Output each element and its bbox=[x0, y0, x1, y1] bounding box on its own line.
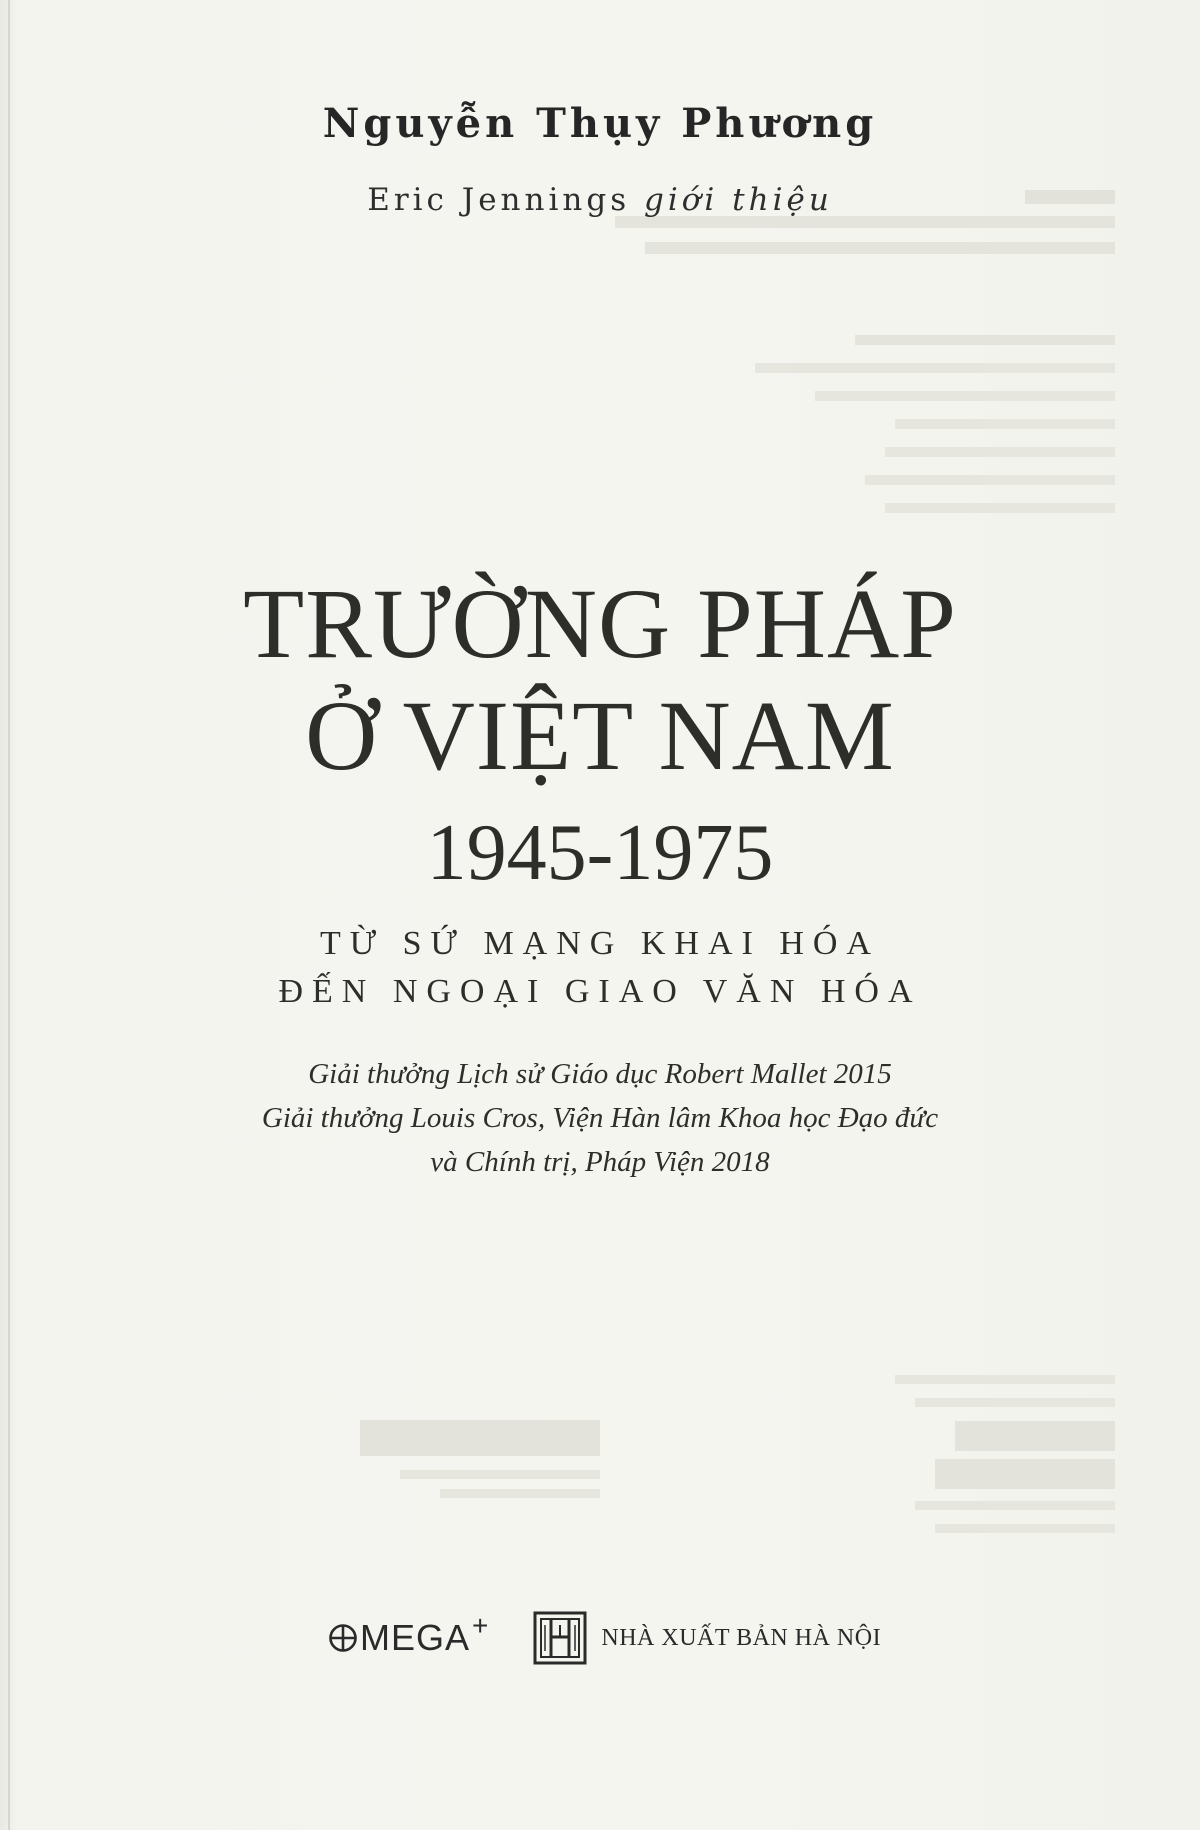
nxb-ha-noi-logo bbox=[533, 1611, 881, 1665]
page-gutter bbox=[8, 0, 10, 1830]
award-line: Giải thưởng Lịch sử Giáo dục Robert Mallet 2015 bbox=[308, 1058, 892, 1090]
book-title-line-2: Ở VIỆT NAM bbox=[305, 680, 895, 791]
show-through-middle bbox=[695, 335, 1115, 513]
omega-circle-icon bbox=[328, 1623, 358, 1653]
book-title-line-1: TRƯỜNG PHÁP bbox=[243, 568, 957, 679]
introducer-name: Eric Jennings bbox=[367, 182, 631, 218]
book-years: 1945-1975 bbox=[426, 809, 774, 897]
omega-plus-logo bbox=[328, 1610, 490, 1659]
book-subtitle bbox=[0, 920, 1200, 1016]
book-subtitle-line-1: TỪ SỨ MẠNG KHAI HÓA bbox=[320, 925, 880, 962]
book-title bbox=[0, 568, 1200, 792]
introducer-line bbox=[0, 182, 1200, 218]
omega-plus-sign: + bbox=[472, 1610, 490, 1641]
publisher-logos bbox=[328, 1608, 881, 1668]
nxb-emblem-icon bbox=[533, 1611, 587, 1665]
show-through-logo bbox=[320, 1420, 600, 1498]
introducer-role: giới thiệu bbox=[643, 182, 833, 218]
author-name: Nguyễn Thụy Phương bbox=[322, 100, 878, 147]
award-line: và Chính trị, Pháp Viện 2018 bbox=[430, 1146, 770, 1178]
omega-logo-text: MEGA bbox=[360, 1617, 471, 1658]
award-line: Giải thưởng Louis Cros, Viện Hàn lâm Khoa học Đạo đức bbox=[261, 1102, 939, 1134]
book-subtitle-line-2: ĐẾN NGOẠI GIAO VĂN HÓA bbox=[278, 973, 922, 1010]
nxb-name: NHÀ XUẤT BẢN HÀ NỘI bbox=[601, 1624, 882, 1651]
show-through-bottom bbox=[815, 1375, 1115, 1533]
awards-list bbox=[0, 1052, 1200, 1184]
